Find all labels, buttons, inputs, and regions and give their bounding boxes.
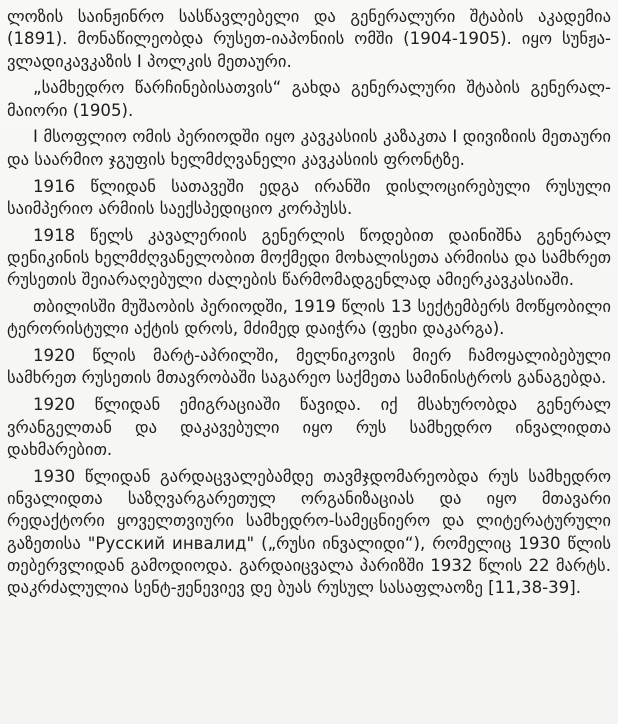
- paragraph-tbilisi-1919: თბილისში მუშაობის პერიოდში, 1919 წლის 13 სექტემბერს მოწყობილი ტერორისტული აქტის დროს, მძიმედ დაიჭრა (ფეხი დაკარგა).: [7, 297, 611, 339]
- paragraph-continuation: ლოზის საინჟინრო სასწავლებელი და გენერალური შტაბის აკადემია (1891). მონაწილეობდა რუსეთ-იაპონიის ომში (1904-1905). იყო სუნჟა-ვლადიკავკაზის I პოლკის მეთაური.: [7, 7, 611, 71]
- paragraph-promotion-1905: „სამხედრო წარჩინებისათვის“ გახდა გენერალური შტაბის გენერალ-მაიორი (1905).: [7, 78, 611, 120]
- paragraph-1918: 1918 წელს კავალერიის გენერლის წოდებით დაინიშნა გენერალ დენიკინის ხელმძღვანელობით მოქმედი მოხალისეთა არმიისა და სამხრეთ რუსეთის შეიარაღებული ძალების წარმომადგენლად ამიერკავკასიაში.: [7, 225, 611, 290]
- paragraph-1920-emigration: 1920 წლიდან ემიგრაციაში წავიდა. იქ მსახურობდა გენერალ ვრანგელთან და დაკავებული იყო რუს სამხედრო ინვალიდთა დახმარებით.: [7, 395, 611, 459]
- paragraph-1930: 1930 წლიდან გარდაცვალებამდე თავმჯდომარეობდა რუს სამხედრო ინვალიდთა საზღვარგარეთულ ორგანიზაციას და იყო მთავარი რედაქტორი ყოველთვიური სამხედრო-სამეცნიერო და ლიტერატურული გაზეთისა "Русский инвалид" („რუსი ინვალიდი“), რომელიც 1930 წლის თებერვლიდან გამოდიოდა. გარდაიცვალა პარიზში 1932 წლის 22 მარტს. დაკრძალულია სენტ-ჟენევიევ დე ბუას რუსულ სასაფლაოზე [11,38-39].: [7, 466, 611, 598]
- body-text: [7, 6, 611, 604]
- paragraph-1920-spring: 1920 წლის მარტ-აპრილში, მელნიკოვის მიერ ჩამოყალიბებული სამხრეთ რუსეთის მთავრობაში საგარეო საქმეთა სამინისტროს განაგებდა.: [7, 346, 611, 388]
- paragraph-1916: 1916 წლიდან სათავეში ედგა ირანში დისლოცირებული რუსული საიმპერიო არმიის საექსპედიციო კორპუსს.: [7, 176, 611, 218]
- paragraph-world-war-one: I მსოფლიო ომის პერიოდში იყო კავკასიის კაზაკთა I დივიზიის მეთაური და საარმიო ჯგუფის ხელმძღვანელი კავკასიის ფრონტზე.: [7, 127, 611, 169]
